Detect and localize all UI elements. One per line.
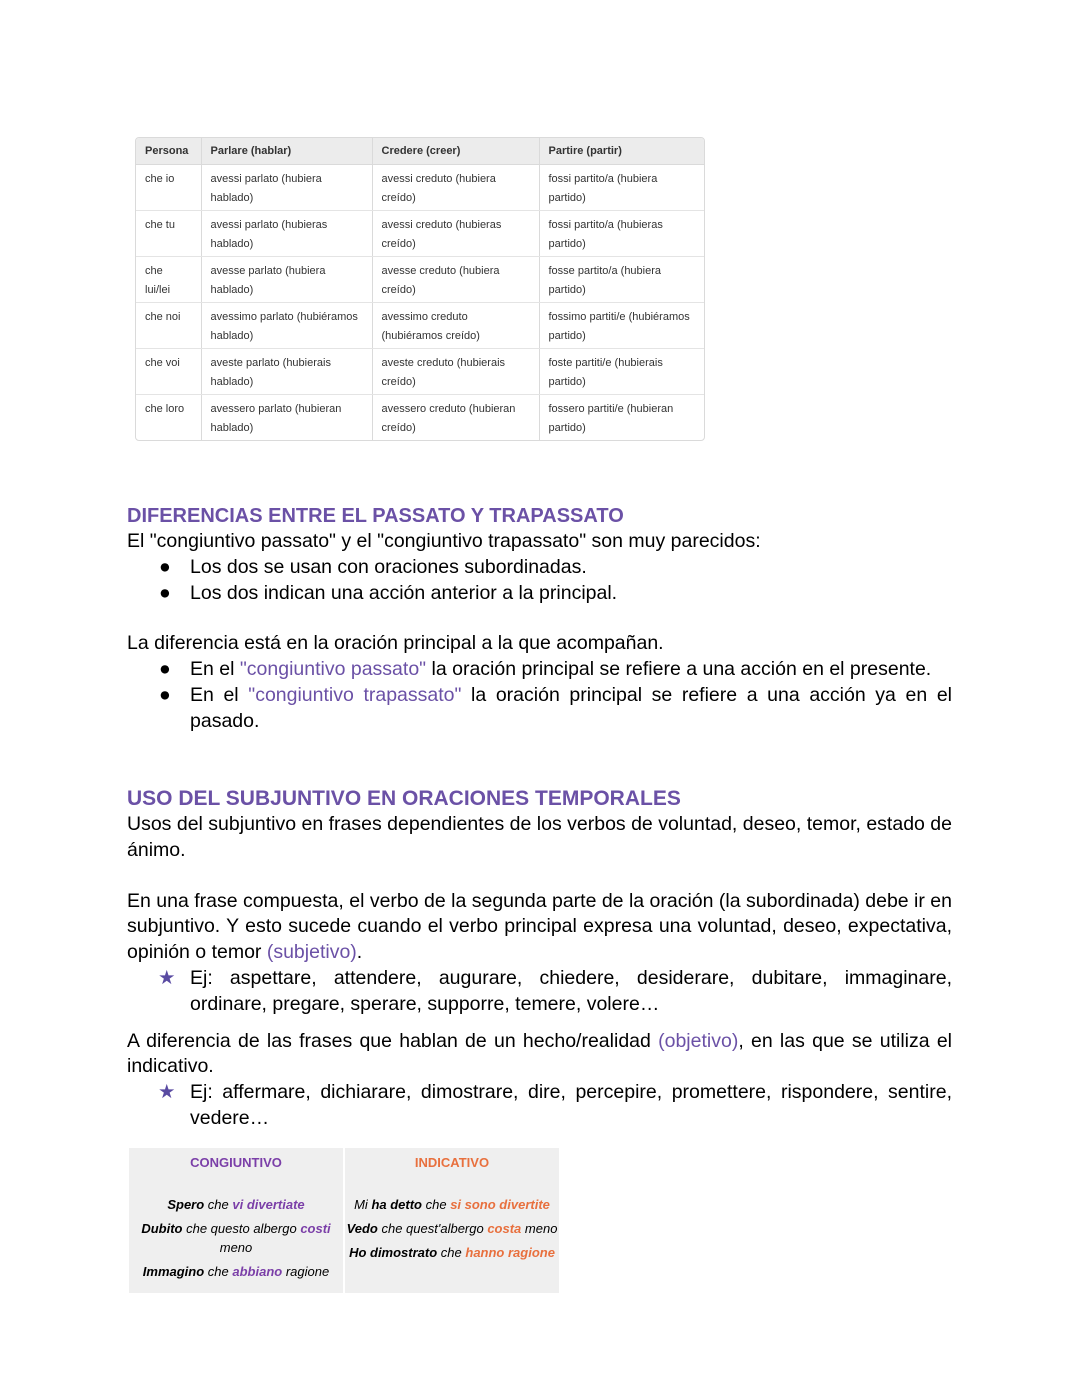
column-header: Persona	[136, 138, 201, 165]
table-header-row	[136, 138, 704, 165]
table-cell: che loro	[136, 395, 201, 441]
paragraph: La diferencia está en la oración principal a la que acompañan.	[127, 632, 664, 655]
objective-tag: (objetivo)	[658, 1029, 739, 1052]
bullet-list	[127, 657, 952, 734]
bullet-icon: ●	[159, 658, 171, 681]
bullet-icon: ●	[159, 581, 171, 604]
paragraph: A diferencia de las frases que hablan de un hecho/realidad (objetivo), en las que se utiliza el indicativo.	[127, 1029, 953, 1078]
highlight-term: "congiuntivo trapassato"	[248, 683, 462, 706]
table-cell: avesse creduto (hubiera creído)	[372, 257, 539, 303]
list-item: ● En el "congiuntivo trapassato" la oración principal se refiere a una acción ya en el pasado.	[159, 683, 952, 732]
table-row	[136, 165, 704, 211]
example-row: Ho dimostrato che hanno ragione	[349, 1245, 555, 1260]
table-cell: che io	[136, 165, 201, 211]
example-row: Dubito che questo albergo costi meno	[141, 1221, 331, 1255]
star-icon: ★	[158, 1081, 176, 1104]
table-cell: che noi	[136, 303, 201, 349]
list-item: ★ Ej: aspettare, attendere, augurare, chiedere, desiderare, dubitare, immaginare, ordinare, pregare, sperare, supporre, temere, volere…	[158, 966, 952, 1015]
column-header: INDICATIVO	[414, 1155, 490, 1170]
table-cell: avessi creduto (hubieras creído)	[372, 211, 539, 257]
table-cell: foste partiti/e (hubierais partido)	[539, 349, 704, 395]
table-cell: che voi	[136, 349, 201, 395]
table-row	[136, 349, 704, 395]
section-heading: DIFERENCIAS ENTRE EL PASSATO Y TRAPASSATO	[127, 505, 624, 527]
example-row: Immagino che abbiano ragione	[142, 1264, 330, 1279]
table-row	[136, 211, 704, 257]
table-row	[136, 257, 704, 303]
section-heading: USO DEL SUBJUNTIVO EN ORACIONES TEMPORALES	[127, 787, 681, 810]
star-list	[127, 966, 952, 1018]
table-cell: avessero creduto (hubieran creído)	[372, 395, 539, 441]
table-cell: fossero partiti/e (hubieran partido)	[548, 403, 674, 434]
table-cell: avessimo creduto (hubiéramos creído)	[372, 303, 539, 349]
table-cell: che tu	[136, 211, 201, 257]
table-cell: aveste parlato (hubierais hablado)	[201, 349, 372, 395]
section-differences	[127, 503, 952, 735]
paragraph: Usos del subjuntivo en frases dependientes de los verbos de voluntad, deseo, temor, estado de ánimo.	[127, 813, 952, 861]
paragraph: En una frase compuesta, el verbo de la segunda parte de la oración (la subordinada) debe ir en subjuntivo. Y esto sucede cuando el verbo principal expresa una voluntad, deseo, expectativa, opinión o temor (subjetivo).	[127, 889, 952, 964]
table-cell: avessi parlato (hubiera hablado)	[201, 165, 372, 211]
table-cell: che lui/lei	[136, 257, 201, 303]
table-cell: fossi partito/a (hubieras partido)	[539, 211, 704, 257]
bullet-icon: ●	[159, 683, 171, 706]
highlight-term: "congiuntivo passato"	[239, 658, 427, 681]
list-item: ● En el "congiuntivo passato" la oración principal se refiere a una acción en el presente.	[127, 657, 952, 683]
congiuntivo-column	[129, 1148, 343, 1293]
example-row: Vedo che quest'albergo costa meno	[346, 1221, 558, 1236]
table-cell: avesse parlato (hubiera hablado)	[201, 257, 372, 303]
column-header: CONGIUNTIVO	[190, 1155, 282, 1170]
column-header: Credere (creer)	[372, 138, 539, 165]
comparison-table	[129, 1148, 559, 1293]
list-item: ★ Ej: affermare, dichiarare, dimostrare, dire, percepire, promettere, rispondere, sentire, vedere…	[158, 1081, 952, 1129]
table-cell: aveste creduto (hubierais creído)	[372, 349, 539, 395]
intro-text: El "congiuntivo passato" y el "congiuntivo trapassato" son muy parecidos:	[127, 530, 761, 552]
example-row: Mi ha detto che si sono divertite	[354, 1197, 550, 1212]
star-icon: ★	[158, 966, 176, 989]
table-cell: fosse partito/a (hubiera partido)	[539, 257, 704, 303]
subjective-tag: (subjetivo)	[266, 941, 357, 964]
column-header: Parlare (hablar)	[201, 138, 372, 165]
list-item: ● Los dos se usan con oraciones subordinadas.	[127, 555, 952, 581]
star-list	[127, 1080, 952, 1132]
section-subjunctive	[127, 786, 952, 1132]
bullet-icon: ●	[159, 555, 171, 578]
column-header: Partire (partir)	[539, 138, 704, 165]
table-row	[136, 303, 704, 349]
table-cell: avessimo parlato (hubiéramos hablado)	[201, 303, 372, 349]
table-cell: fossi partito/a (hubiera partido)	[539, 165, 704, 211]
table-cell: avessero parlato (hubieran hablado)	[201, 395, 372, 441]
conjugation-table	[135, 137, 705, 441]
table-cell: avessi creduto (hubiera creído)	[372, 165, 539, 211]
list-item: ● Los dos indican una acción anterior a la principal.	[127, 581, 952, 607]
indicativo-column	[343, 1148, 559, 1293]
example-row: Spero che vi divertiate	[167, 1197, 305, 1212]
table-cell: fossimo partiti/e (hubiéramos partido)	[539, 303, 704, 349]
table-row	[136, 395, 704, 441]
bullet-list	[127, 555, 952, 607]
table-cell: avessi parlato (hubieras hablado)	[201, 211, 372, 257]
